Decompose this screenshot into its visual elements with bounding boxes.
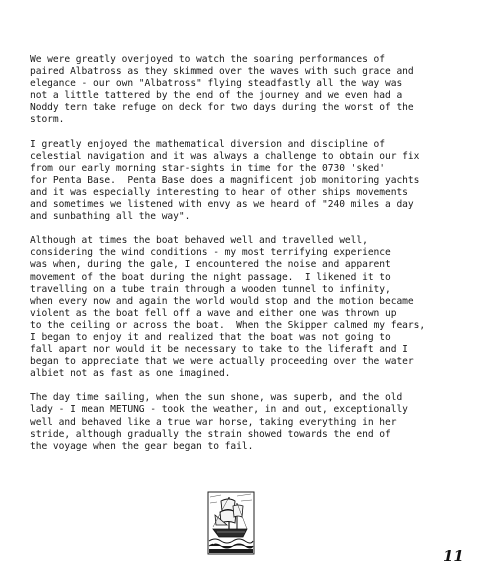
sailing-ship-icon	[207, 491, 255, 555]
page-number: 11	[443, 547, 464, 565]
text-line: and sometimes we listened with envy as we heard of "240 miles a day	[30, 199, 414, 211]
text-line: fall apart nor would it be necessary to take to the liferaft and I	[30, 344, 408, 356]
text-line: I greatly enjoyed the mathematical diversion and discipline of	[30, 138, 386, 150]
text-line: storm.	[30, 114, 65, 126]
body-text	[30, 54, 465, 465]
text-line: elegance - our own "Albatross" flying steadfastly all the way was	[30, 78, 403, 90]
text-line: lady - I mean METUNG - took the weather, in and out, exceptionally	[30, 404, 408, 416]
text-line: celestial navigation and it was always a challenge to obtain our fix	[30, 150, 420, 162]
text-line: I began to enjoy it and realized that the boat was not going to	[30, 331, 391, 343]
text-line: from our early morning star-sights in time for the 0730 'sked'	[30, 162, 386, 174]
text-line: well and behaved like a true war horse, taking everything in her	[30, 416, 397, 428]
paragraph-navigation	[30, 139, 465, 224]
paragraph-sailing	[30, 392, 465, 452]
text-line: albiet not as fast as one imagined.	[30, 368, 231, 380]
text-line: and sunbathing all the way".	[30, 211, 191, 223]
text-line: stride, although gradually the strain showed towards the end of	[30, 428, 391, 440]
text-line: violent as the boat fell off a wave and either one was thrown up	[30, 307, 397, 319]
text-line: to the ceiling or across the boat. When the Skipper calmed my fears,	[30, 319, 426, 331]
text-line: movement of the boat during the night passage. I likened it to	[30, 271, 391, 283]
text-line: and it was especially interesting to hear of other ships movements	[30, 186, 408, 198]
text-line: considering the wind conditions - my most terrifying experience	[30, 247, 391, 259]
paragraph-gale	[30, 235, 465, 380]
text-line: was when, during the gale, I encountered the noise and apparent	[30, 259, 391, 271]
text-line: not a little tattered by the end of the journey and we even had a	[30, 90, 403, 102]
text-line: The day time sailing, when the sun shone, was superb, and the old	[30, 392, 403, 404]
text-line: for Penta Base. Penta Base does a magnificent job monitoring yachts	[30, 174, 420, 186]
text-line: the voyage when the gear began to fail.	[30, 440, 254, 452]
text-line: began to appreciate that we were actually proceeding over the water	[30, 356, 414, 368]
text-line: paired Albatross as they skimmed over the waves with such grace and	[30, 66, 414, 78]
text-line: Noddy tern take refuge on deck for two days during the worst of the	[30, 102, 414, 114]
text-line: We were greatly overjoyed to watch the soaring performances of	[30, 54, 386, 65]
text-line: when every now and again the world would stop and the motion became	[30, 295, 414, 307]
text-line: Although at times the boat behaved well and travelled well,	[30, 235, 368, 247]
text-line: travelling on a tube train through a wooden tunnel to infinity,	[30, 283, 391, 295]
paragraph-albatross	[30, 54, 465, 127]
